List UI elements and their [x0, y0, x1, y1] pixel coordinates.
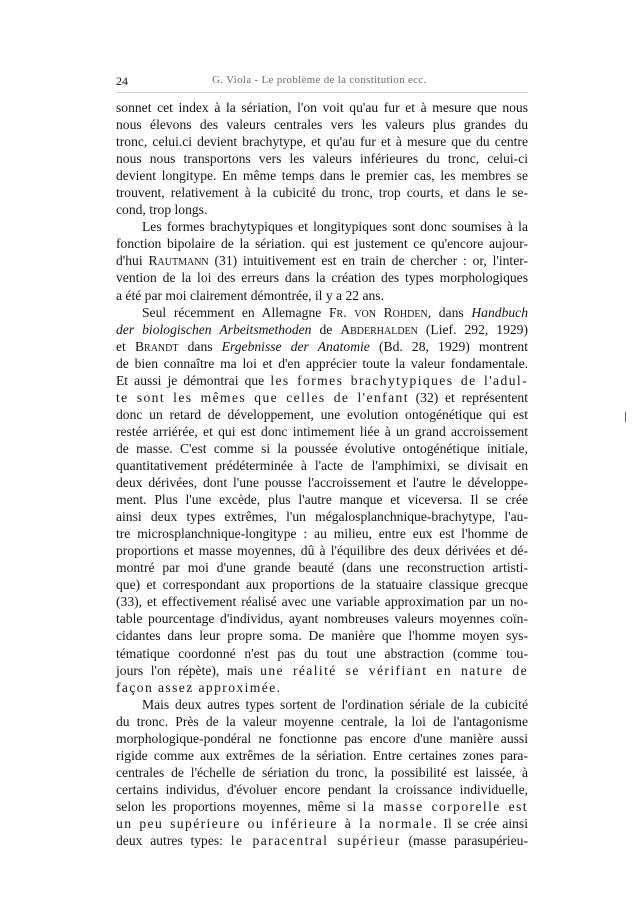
text-segment: donc un retard de développement, une evolution ontogénétique qui est: [116, 406, 528, 422]
text-segment: cond, trop longs.: [116, 202, 208, 218]
text-segment: Brandt: [134, 338, 179, 354]
text-line: [116, 662, 528, 679]
text-line: [116, 576, 528, 593]
text-segment: sonnet cet index à la sériation, l'on voit qu'au fur et à mesure que nous: [116, 100, 528, 115]
text-line: [116, 372, 528, 389]
text-line: [116, 116, 528, 133]
text-segment: vention de la loi des erreurs dans la création des types morphologiques: [116, 270, 528, 286]
text-segment: certains individus, d'évoluer encore pendant la croissance individuelle,: [116, 781, 528, 797]
text-segment: a été par moi clairement démontrée, il y a 22 ans.: [116, 287, 384, 303]
text-segment: (32) et représentent: [408, 389, 528, 405]
body-text: [116, 99, 528, 849]
text-segment: morphologique-pondéral ne fonctionne pas encore d'une manière aussi: [116, 730, 528, 746]
text-segment: (33), et effectivement réalisé avec une variable approximation par un no-: [116, 594, 528, 610]
text-segment: Seul récemment en Allemagne: [142, 304, 329, 320]
text-segment: (Lief. 292, 1929): [417, 321, 528, 337]
text-line: [116, 150, 528, 167]
text-line: [116, 832, 528, 849]
text-line: [116, 508, 528, 525]
running-title: G. Viola - Le problème de la constitution ecc.: [212, 74, 427, 86]
text-line: [116, 747, 528, 764]
text-segment: (31) intuitivement est en train de chercher : or, l'inter-: [208, 253, 529, 269]
text-segment: dans: [178, 338, 222, 354]
text-segment: d'hui: [116, 253, 149, 269]
text-line: [116, 167, 528, 184]
text-segment: le paracentral supérieur: [230, 833, 401, 849]
text-line: [116, 679, 528, 696]
text-segment: Fr. von Rohden: [328, 304, 428, 320]
text-line: [116, 781, 528, 798]
text-segment: tre microsplanchnique-longitype : au milieu, entre eux est l'homme de: [116, 526, 528, 542]
text-line: [116, 304, 528, 321]
text-line: [116, 184, 528, 201]
text-line: [116, 525, 528, 542]
text-line: [116, 423, 528, 440]
text-segment: rigide comme aux extrêmes de la sériation. Entre certaines zones para-: [116, 747, 528, 763]
text-segment: Rautmann: [148, 253, 209, 269]
text-line: [116, 389, 528, 406]
text-segment: façon assez approximée.: [116, 679, 282, 695]
text-segment: montré par moi d'une grande beauté (dans une reconstruction artisti-: [116, 560, 528, 576]
text-line: [116, 440, 528, 457]
text-segment: que) et correspondant aux proportions de la statuaire classique grecque: [116, 577, 528, 593]
text-segment: Abderhalden: [340, 321, 418, 337]
text-segment: deux autres types:: [116, 833, 231, 849]
text-segment: (Bd. 28, 1929) montrent: [369, 338, 528, 354]
text-segment: ainsi deux types extrêmes, l'un mégalosplanchnique-brachytype, l'au-: [116, 509, 528, 525]
text-segment: la masse corporelle est: [362, 798, 528, 814]
text-line: [116, 559, 528, 576]
text-segment: ment. Plus l'une excède, plus l'autre manque et viceversa. Il se crée: [116, 492, 528, 508]
text-segment: trouvent, relativement à la cubicité du tronc, trop courts, et dans le se-: [116, 185, 528, 201]
text-line: [116, 218, 528, 235]
text-line: [116, 798, 528, 815]
text-segment: du tronc. Près de la valeur moyenne centrale, la loi de l'antagonisme: [116, 713, 528, 729]
text-line: [116, 133, 528, 150]
text-segment: et: [116, 338, 135, 354]
text-segment: devient longitype. En même temps dans le premier cas, les membres se: [116, 168, 528, 184]
text-segment: tématique coordonné n'est pas du tout une abstraction (comme tou-: [116, 645, 528, 661]
text-line: [116, 235, 528, 252]
text-segment: table pourcentage d'individus, ayant nombreuses valeurs moyennes coïn-: [116, 611, 528, 627]
text-segment: de: [311, 321, 341, 337]
text-segment: fonction bipolaire de la sériation. qui est justement ce qu'encore aujour-: [116, 236, 528, 252]
text-line: [116, 627, 528, 644]
text-segment: tronc, celui.ci devient brachytype, et qu'au fur et à mesure que du centre: [116, 134, 528, 150]
text-line: [116, 713, 528, 730]
text-segment: Les formes brachytypiques et longitypiques sont donc soumises à la: [142, 219, 528, 235]
text-segment: deux dérivées, dont l'une pousse l'accroissement et l'autre le développe-: [116, 475, 528, 491]
text-line: [116, 474, 528, 491]
text-line: [116, 338, 528, 355]
margin-mark: [624, 412, 627, 422]
text-segment: te sont les mêmes que celles de l'enfant: [116, 389, 409, 405]
text-segment: centrales de l'échelle de sériation du tronc, la possibilité est laissée, à: [116, 764, 528, 780]
text-segment: der biologischen Arbeitsmethoden: [116, 321, 312, 337]
page-number: 24: [116, 74, 128, 88]
text-line: [116, 201, 528, 218]
text-segment: proportions et masse moyennes, dû à l'équilibre des deux dérivées et dé-: [116, 543, 528, 559]
text-line: [116, 610, 528, 627]
text-segment: Handbuch: [471, 304, 528, 320]
text-segment: les formes brachytypiques de l'adul-: [270, 372, 528, 388]
text-segment: de masse. C'est comme si la poussée évolutive ontogénétique initiale,: [116, 440, 528, 456]
text-line: [116, 406, 528, 423]
text-line: [116, 491, 528, 508]
text-segment: Mais deux autres types sortent de l'ordination sériale de la cubicité: [142, 696, 528, 712]
text-segment: nous élevons des valeurs centrales vers les valeurs plus grandes du: [116, 117, 528, 133]
text-segment: , dans: [427, 304, 472, 320]
text-line: [116, 457, 528, 474]
text-line: [116, 269, 528, 286]
text-line: [116, 645, 528, 662]
header-rule: [116, 92, 528, 93]
text-segment: (masse parasupérieu-: [400, 833, 528, 849]
text-segment: Il se crée ainsi: [437, 815, 528, 831]
text-segment: une réalité se vérifiant en nature de: [260, 662, 528, 678]
text-segment: quantitativement prédéterminée à l'acte de l'amphimixi, se divisait en: [116, 457, 528, 473]
text-line: [116, 730, 528, 747]
text-segment: un peu supérieure ou inférieure à la normale.: [116, 815, 438, 831]
running-head: [116, 71, 528, 93]
text-line: [116, 542, 528, 559]
text-segment: Ergebnisse der Anatomie: [221, 338, 370, 354]
text-line: [116, 593, 528, 610]
text-line: [116, 321, 528, 338]
text-line: [116, 815, 528, 832]
text-line: [116, 355, 528, 372]
text-line: [116, 764, 528, 781]
text-segment: jours l'on répète), mais: [116, 662, 261, 678]
text-segment: selon les proportions moyennes, même si: [116, 798, 363, 814]
text-segment: Et aussi je démontrai que: [116, 372, 271, 388]
text-line: [116, 252, 528, 269]
text-segment: de bien connaître ma loi et d'en apprécier toute la valeur fondamentale.: [116, 355, 528, 371]
text-line: [116, 287, 528, 304]
text-segment: restée arriérée, et qui est donc intimement liée à un grand accroissement: [116, 423, 528, 439]
text-segment: cidantes dans leur propre soma. De manière que l'homme moyen sys-: [116, 628, 528, 644]
text-line: [116, 99, 528, 116]
text-line: [116, 696, 528, 713]
text-segment: nous nous transportons vers les valeurs inférieures du tronc, celui-ci: [116, 151, 528, 167]
